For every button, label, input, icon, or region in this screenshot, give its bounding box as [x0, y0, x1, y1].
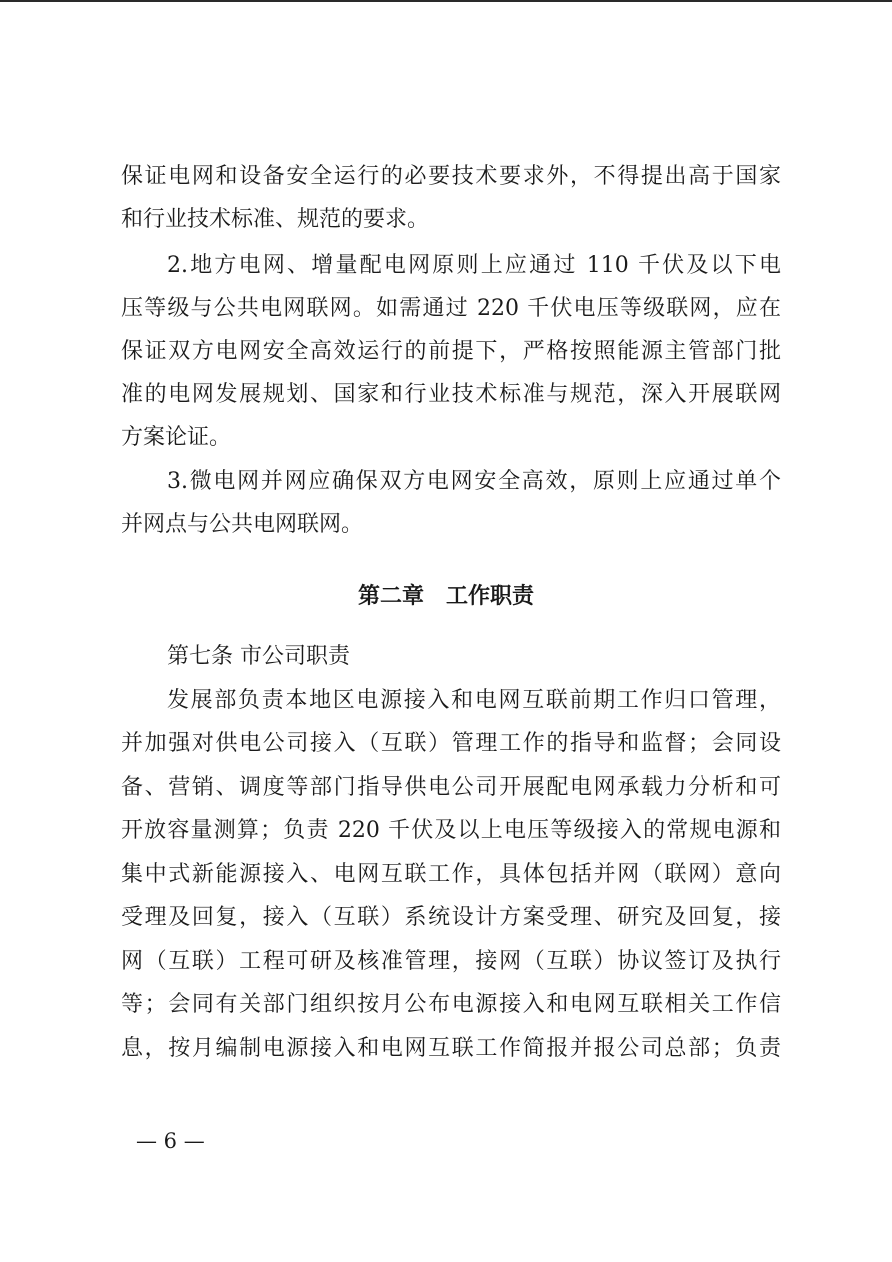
paragraph-line: 保证电网和设备安全运行的必要技术要求外，不得提出高于国家 [121, 164, 781, 189]
article-title: 第七条 市公司职责 [167, 644, 350, 669]
paragraph-line: 等；会同有关部门组织按月公布电源接入和电网互联相关工作信 [121, 992, 781, 1017]
paragraph-line: 并网点与公共电网联网。 [121, 512, 364, 537]
paragraph-line: 并加强对供电公司接入（互联）管理工作的指导和监督；会同设 [121, 731, 781, 756]
paragraph-line: 方案论证。 [121, 425, 232, 450]
paragraph-line: 和行业技术标准、规范的要求。 [121, 207, 430, 232]
chapter-heading: 第二章 工作职责 [357, 584, 534, 609]
paragraph-line: 保证双方电网安全高效运行的前提下，严格按照能源主管部门批 [121, 339, 781, 364]
paragraph-line: 备、营销、调度等部门指导供电公司开展配电网承载力分析和可 [121, 775, 781, 800]
paragraph-line: 集中式新能源接入、电网互联工作，具体包括并网（联网）意向 [121, 862, 781, 887]
paragraph-line: 开放容量测算；负责 220 千伏及以上电压等级接入的常规电源和 [121, 818, 781, 843]
paragraph-line: 压等级与公共电网联网。如需通过 220 千伏电压等级联网，应在 [121, 296, 781, 321]
paragraph-line: 发展部负责本地区电源接入和电网互联前期工作归口管理， [167, 688, 781, 713]
paragraph-line: 3.微电网并网应确保双方电网安全高效，原则上应通过单个 [167, 469, 781, 494]
paragraph-line: 受理及回复，接入（互联）系统设计方案受理、研究及回复，接 [121, 905, 781, 930]
paragraph-line: 息，按月编制电源接入和电网互联工作简报并报公司总部；负责 [121, 1036, 781, 1061]
paragraph-line: 网（互联）工程可研及核准管理，接网（互联）协议签订及执行 [121, 949, 781, 974]
paragraph-line: 2.地方电网、增量配电网原则上应通过 110 千伏及以下电 [167, 253, 781, 278]
page-number: — 6 — [136, 1129, 205, 1153]
paragraph-line: 准的电网发展规划、国家和行业技术标准与规范，深入开展联网 [121, 382, 781, 407]
